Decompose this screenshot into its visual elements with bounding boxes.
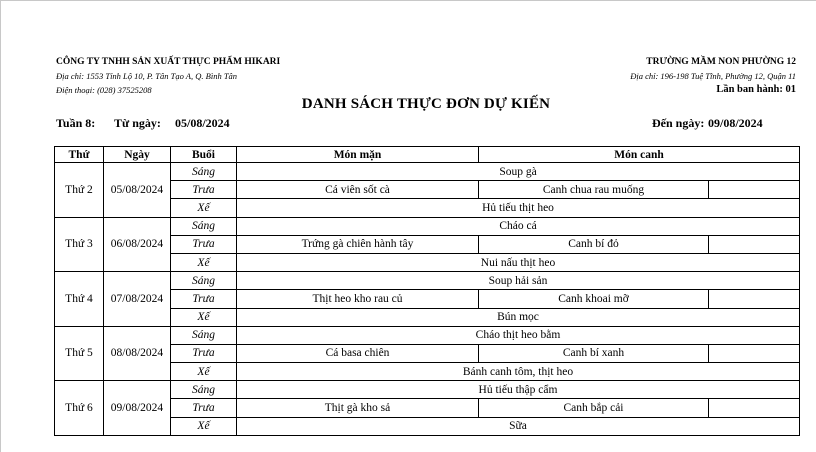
page-left-border <box>0 0 1 452</box>
session-afternoon: Xế <box>171 199 237 217</box>
session-afternoon: Xế <box>171 253 237 271</box>
morning-dish: Soup gà <box>237 163 800 181</box>
day-cell: Thứ 5 <box>55 326 104 381</box>
afternoon-dish: Bún mọc <box>237 308 800 326</box>
header-day: Thứ <box>55 147 104 163</box>
session-lunch: Trưa <box>171 181 237 199</box>
lunch-extra-cell <box>709 399 800 417</box>
day-cell: Thứ 4 <box>55 272 104 327</box>
afternoon-dish: Sữa <box>237 417 800 435</box>
from-date-value: 05/08/2024 <box>175 116 230 130</box>
lunch-extra-cell <box>709 181 800 199</box>
lunch-main-dish: Thịt heo kho rau củ <box>237 290 479 308</box>
lunch-main-dish: Thịt gà kho sả <box>237 399 479 417</box>
lunch-main-dish: Trứng gà chiên hành tây <box>237 235 479 253</box>
lunch-main-dish: Cá viên sốt cà <box>237 181 479 199</box>
lunch-extra-cell <box>709 235 800 253</box>
morning-dish: Soup hải sản <box>237 272 800 290</box>
lunch-soup-dish: Canh chua rau muống <box>479 181 709 199</box>
morning-dish: Hủ tiếu thập cẩm <box>237 381 800 399</box>
header-date: Ngày <box>104 147 171 163</box>
table-row <box>55 163 800 181</box>
session-afternoon: Xế <box>171 363 237 381</box>
afternoon-dish: Bánh canh tôm, thịt heo <box>237 363 800 381</box>
from-date-label: Từ ngày: <box>114 116 161 130</box>
date-cell: 05/08/2024 <box>104 163 171 218</box>
afternoon-dish: Nui nấu thịt heo <box>237 253 800 271</box>
lunch-soup-dish: Canh bắp cải <box>479 399 709 417</box>
lunch-extra-cell <box>709 344 800 362</box>
session-morning: Sáng <box>171 217 237 235</box>
session-lunch: Trưa <box>171 235 237 253</box>
date-cell: 07/08/2024 <box>104 272 171 327</box>
issue-number: Lần ban hành: 01 <box>716 84 796 95</box>
day-cell: Thứ 2 <box>55 163 104 218</box>
lunch-soup-dish: Canh khoai mỡ <box>479 290 709 308</box>
morning-dish: Cháo cá <box>237 217 800 235</box>
week-label: Tuần 8: <box>56 116 96 130</box>
lunch-main-dish: Cá basa chiên <box>237 344 479 362</box>
header-soup-dish: Món canh <box>479 147 800 163</box>
day-cell: Thứ 6 <box>55 381 104 436</box>
afternoon-dish: Hủ tiếu thịt heo <box>237 199 800 217</box>
header-main-dish: Món mặn <box>237 147 479 163</box>
menu-table <box>54 146 800 436</box>
date-cell: 09/08/2024 <box>104 381 171 436</box>
session-morning: Sáng <box>171 163 237 181</box>
session-morning: Sáng <box>171 326 237 344</box>
page-top-border <box>0 0 816 1</box>
date-cell: 08/08/2024 <box>104 326 171 381</box>
to-date-value: 09/08/2024 <box>708 116 763 130</box>
lunch-soup-dish: Canh bí xanh <box>479 344 709 362</box>
table-header-row <box>55 147 800 163</box>
session-morning: Sáng <box>171 272 237 290</box>
day-cell: Thứ 3 <box>55 217 104 272</box>
lunch-soup-dish: Canh bí đỏ <box>479 235 709 253</box>
session-morning: Sáng <box>171 381 237 399</box>
school-name: TRƯỜNG MẦM NON PHƯỜNG 12 <box>646 57 796 67</box>
morning-dish: Cháo thịt heo bằm <box>237 326 800 344</box>
session-afternoon: Xế <box>171 417 237 435</box>
company-phone: Điện thoại: (028) 37525208 <box>56 85 152 95</box>
date-cell: 06/08/2024 <box>104 217 171 272</box>
table-row <box>55 326 800 344</box>
session-lunch: Trưa <box>171 290 237 308</box>
table-row <box>55 272 800 290</box>
company-address: Địa chỉ: 1553 Tỉnh Lộ 10, P. Tân Tạo A, Q. Bình Tân <box>56 71 238 81</box>
table-row <box>55 217 800 235</box>
document-title: DANH SÁCH THỰC ĐƠN DỰ KIẾN <box>301 96 551 112</box>
table-row <box>55 381 800 399</box>
to-date-label: Đến ngày: <box>652 116 705 130</box>
session-lunch: Trưa <box>171 344 237 362</box>
session-lunch: Trưa <box>171 399 237 417</box>
header-session: Buổi <box>171 147 237 163</box>
school-address: Địa chỉ: 196-198 Tuệ Tĩnh, Phường 12, Quận 11 <box>630 71 796 81</box>
lunch-extra-cell <box>709 290 800 308</box>
company-name: CÔNG TY TNHH SẢN XUẤT THỰC PHẨM HIKARI <box>56 57 281 67</box>
session-afternoon: Xế <box>171 308 237 326</box>
